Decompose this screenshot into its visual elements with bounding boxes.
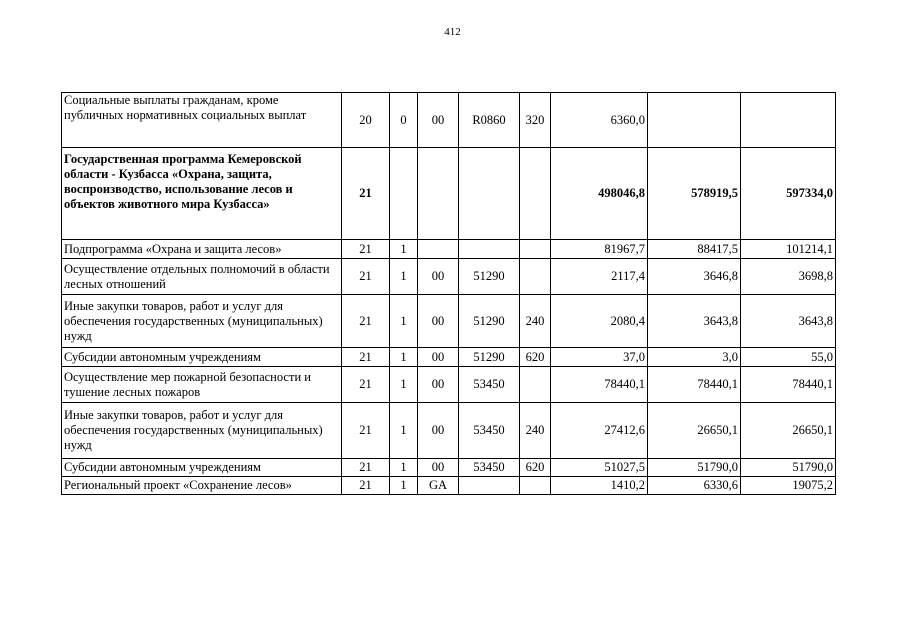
table-row: [62, 348, 836, 367]
row-name: Государственная программа Кемеровской области - Кузбасса «Охрана, защита, воспроизводство, использование лесов и объектов животного мира Кузбасса»: [62, 148, 342, 240]
code-4: R0860: [459, 93, 520, 148]
code-1: 21: [342, 148, 390, 240]
table-row: [62, 477, 836, 495]
code-1: 21: [342, 295, 390, 348]
code-1: 21: [342, 459, 390, 477]
table-row: [62, 403, 836, 459]
value-1: 27412,6: [551, 403, 648, 459]
budget-table: [61, 92, 836, 495]
value-2: 3646,8: [648, 259, 741, 295]
code-2: 1: [390, 367, 418, 403]
code-4: 53450: [459, 367, 520, 403]
value-2: 26650,1: [648, 403, 741, 459]
code-5: 620: [520, 459, 551, 477]
code-1: 21: [342, 367, 390, 403]
code-2: 1: [390, 403, 418, 459]
code-1: 20: [342, 93, 390, 148]
value-1: 1410,2: [551, 477, 648, 495]
value-2: 3643,8: [648, 295, 741, 348]
code-1: 21: [342, 259, 390, 295]
value-2: 51790,0: [648, 459, 741, 477]
row-name: Иные закупки товаров, работ и услуг для обеспечения государственных (муниципальных) нужд: [62, 295, 342, 348]
code-4: 53450: [459, 403, 520, 459]
code-3: 00: [418, 259, 459, 295]
code-4: 51290: [459, 348, 520, 367]
code-3: 00: [418, 93, 459, 148]
value-3: 3643,8: [741, 295, 836, 348]
value-1: 51027,5: [551, 459, 648, 477]
value-1: 6360,0: [551, 93, 648, 148]
code-3: 00: [418, 459, 459, 477]
code-3: [418, 240, 459, 259]
table-row: [62, 367, 836, 403]
code-4: 53450: [459, 459, 520, 477]
code-5: 620: [520, 348, 551, 367]
value-2: 3,0: [648, 348, 741, 367]
row-name: Иные закупки товаров, работ и услуг для обеспечения государственных (муниципальных) нужд: [62, 403, 342, 459]
value-3: 19075,2: [741, 477, 836, 495]
code-3: 00: [418, 348, 459, 367]
code-3: 00: [418, 403, 459, 459]
row-name: Осуществление отдельных полномочий в области лесных отношений: [62, 259, 342, 295]
value-3: 51790,0: [741, 459, 836, 477]
row-name: Субсидии автономным учреждениям: [62, 348, 342, 367]
code-4: [459, 477, 520, 495]
value-3: 55,0: [741, 348, 836, 367]
code-2: 1: [390, 477, 418, 495]
row-name: Субсидии автономным учреждениям: [62, 459, 342, 477]
value-3: 597334,0: [741, 148, 836, 240]
value-3: 101214,1: [741, 240, 836, 259]
value-1: 2080,4: [551, 295, 648, 348]
page-number: 412: [444, 26, 461, 38]
table-row: [62, 259, 836, 295]
value-1: 78440,1: [551, 367, 648, 403]
code-2: 1: [390, 295, 418, 348]
value-1: 498046,8: [551, 148, 648, 240]
code-1: 21: [342, 477, 390, 495]
code-5: 240: [520, 403, 551, 459]
table-row: [62, 93, 836, 148]
code-3: GA: [418, 477, 459, 495]
code-5: [520, 148, 551, 240]
code-4: 51290: [459, 259, 520, 295]
table-row: [62, 295, 836, 348]
code-5: [520, 240, 551, 259]
value-2: [648, 93, 741, 148]
code-3: [418, 148, 459, 240]
code-2: 1: [390, 259, 418, 295]
code-2: [390, 148, 418, 240]
code-2: 1: [390, 459, 418, 477]
row-name: Социальные выплаты гражданам, кроме публичных нормативных социальных выплат: [62, 93, 342, 148]
code-5: [520, 259, 551, 295]
code-2: 0: [390, 93, 418, 148]
code-1: 21: [342, 240, 390, 259]
table-row: [62, 148, 836, 240]
code-5: [520, 367, 551, 403]
code-5: 320: [520, 93, 551, 148]
value-2: 6330,6: [648, 477, 741, 495]
code-2: 1: [390, 240, 418, 259]
value-3: 26650,1: [741, 403, 836, 459]
row-name: Осуществление мер пожарной безопасности и тушение лесных пожаров: [62, 367, 342, 403]
value-2: 578919,5: [648, 148, 741, 240]
value-3: [741, 93, 836, 148]
code-4: [459, 148, 520, 240]
code-1: 21: [342, 348, 390, 367]
row-name: Региональный проект «Сохранение лесов»: [62, 477, 342, 495]
value-1: 37,0: [551, 348, 648, 367]
code-1: 21: [342, 403, 390, 459]
value-1: 2117,4: [551, 259, 648, 295]
value-2: 78440,1: [648, 367, 741, 403]
code-3: 00: [418, 295, 459, 348]
value-1: 81967,7: [551, 240, 648, 259]
table-row: [62, 240, 836, 259]
code-4: 51290: [459, 295, 520, 348]
value-2: 88417,5: [648, 240, 741, 259]
code-3: 00: [418, 367, 459, 403]
code-2: 1: [390, 348, 418, 367]
code-4: [459, 240, 520, 259]
value-3: 3698,8: [741, 259, 836, 295]
code-5: 240: [520, 295, 551, 348]
row-name: Подпрограмма «Охрана и защита лесов»: [62, 240, 342, 259]
code-5: [520, 477, 551, 495]
table-row: [62, 459, 836, 477]
value-3: 78440,1: [741, 367, 836, 403]
